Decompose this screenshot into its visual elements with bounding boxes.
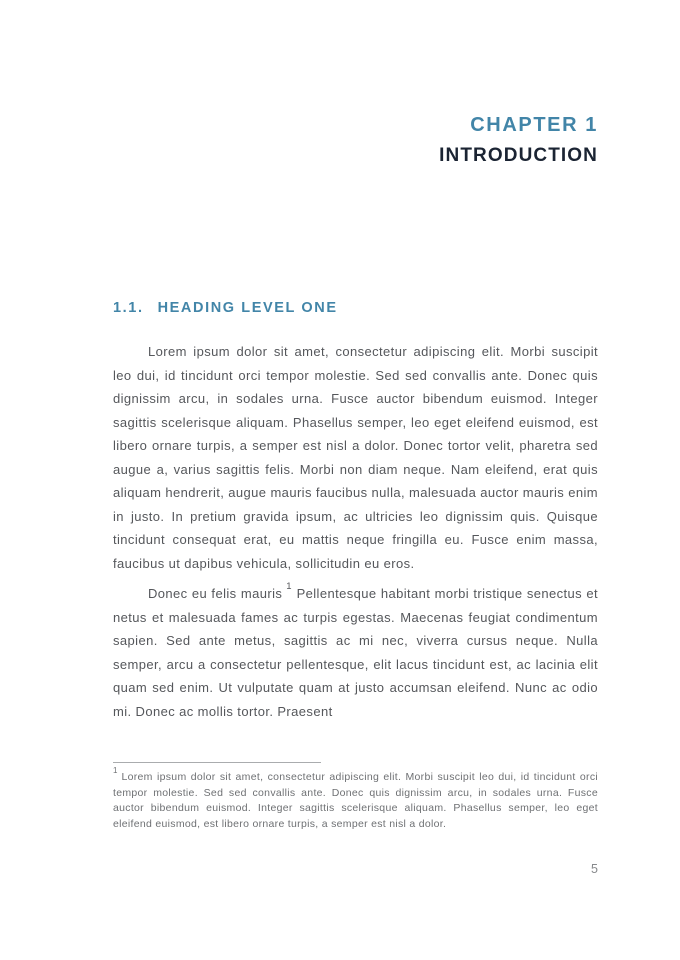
section-heading — [113, 299, 338, 317]
paragraph-2 — [113, 582, 598, 723]
chapter-title: INTRODUCTION — [439, 145, 598, 166]
section-title: HEADING LEVEL ONE — [157, 300, 338, 316]
footnote-area — [113, 762, 598, 832]
footnote-body-text: Lorem ipsum dolor sit amet, consectetur adipiscing elit. Morbi suscipit leo dui, id tincidunt orci tempor molestie. Sed sed convallis ante. Donec quis dignissim arcu, in sodales urna. Fusce auctor bibendum euismod. Integer sagittis scelerisque aliquam. Phasellus semper, leo eget eleifend euismod, est libero ornare turpis, a semper est nisl a dolor. — [113, 771, 598, 830]
chapter-number-label: CHAPTER 1 — [470, 114, 598, 136]
footnote-separator-rule — [113, 762, 321, 763]
page-number: 5 — [591, 862, 598, 876]
paragraph-2-text-before-ref: Donec eu felis mauris — [148, 586, 283, 601]
paragraph-1: Lorem ipsum dolor sit amet, consectetur adipiscing elit. Morbi suscipit leo dui, id tincidunt orci tempor molestie. Sed sed convallis ante. Donec quis dignissim arcu, in sodales urna. Fusce auctor bibendum euismod. Integer sagittis scelerisque aliquam. Phasellus semper, leo eget eleifend euismod, est libero ornare turpis, a semper est nisl a dolor. Donec tortor velit, pharetra sed augue a, varius sagittis felis. Morbi non diam neque. Nam eleifend, erat quis aliquam hendrerit, augue mauris faucibus nulla, malesuada auctor mauris enim in justo. In pretium gravida ipsum, ac ultricies leo dignissim quis. Quisque tincidunt consequat erat, eu mattis neque fringilla eu. Fusce enim massa, faucibus ut dapibus vehicula, sollicitudin eu eros. — [113, 344, 598, 571]
paragraph-2-text-after-ref: Pellentesque habitant morbi tristique senectus et netus et malesuada fames ac turpis egestas. Maecenas feugiat condimentum sapien. Sed ante metus, sagittis ac mi nec, viverra cursus neque. Nulla semper, arcu a consectetur pellentesque, elit lacus tincidunt est, ac lacinia elit quam sed enim. Ut vulputate quam at justo accumsan eleifend. Nunc ac odio mi. Donec ac mollis tortor. Praesent — [113, 586, 598, 719]
section-number: 1.1. — [113, 300, 144, 316]
footnote-text — [113, 765, 598, 832]
footnote-reference-superscript: 1 — [286, 580, 292, 592]
chapter-heading-block — [113, 112, 598, 169]
body-text — [113, 340, 598, 723]
footnote-marker-superscript: 1 — [113, 765, 118, 775]
